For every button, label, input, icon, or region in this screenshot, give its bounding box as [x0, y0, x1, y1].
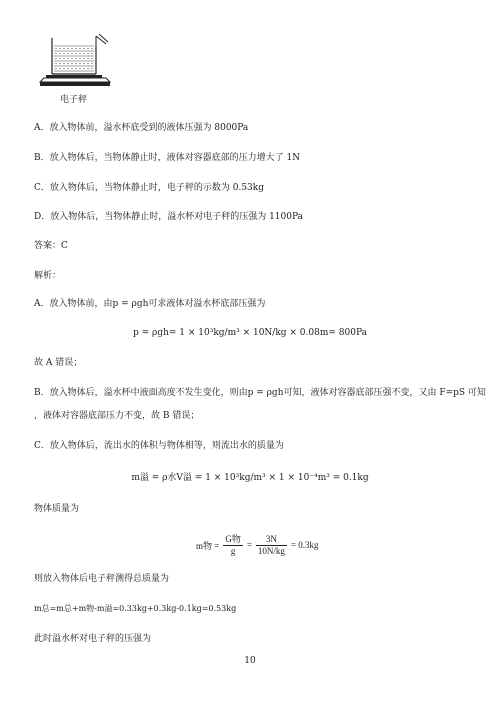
analysis-a-formula: p = ρgh= 1 × 10³kg/m³ × 10N/kg × 0.08m= 800Pa [133, 328, 367, 338]
formula2-frac1-den: g [230, 545, 236, 556]
formula2-frac1-num: G物 [225, 533, 241, 544]
total-formula: m总=m总+m物-m溢=0.33kg+0.3kg-0.1kg=0.53kg [34, 604, 237, 613]
analysis-b-line2: ，液体对容器底部压力不变，故 B 错误； [34, 411, 200, 421]
formula2-frac1 [223, 534, 243, 557]
analysis-a-text: A．放入物体前，由p = ρgh可求液体对溢水杯底部压强为 [34, 299, 266, 309]
option-b: B．放入物体后，当物体静止时，液体对容器底部的压力增大了 1N [34, 153, 301, 163]
formula2-lhs: m物 = [196, 540, 220, 551]
formula2-frac2-den: 10N/kg [257, 545, 285, 556]
analysis-c-text: C．放入物体后，流出水的体积与物体相等，则流出水的质量为 [34, 441, 284, 451]
option-a: A．放入物体前，溢水杯底受到的液体压强为 8000Pa [34, 123, 249, 133]
total-title: 则放入物体后电子秤测得总质量为 [34, 574, 170, 584]
formula2-frac2 [256, 534, 287, 557]
mass-title: 物体质量为 [34, 504, 80, 514]
formula2-rhs: = 0.3kg [290, 540, 319, 550]
option-c: C．放入物体后，当物体静止时，电子秤的示数为 0.53kg [34, 183, 265, 193]
overflow-cup-figure [30, 32, 120, 90]
page-number: 10 [244, 656, 256, 666]
figure-caption: 电子秤 [60, 94, 88, 104]
analysis-a-conclusion: 故 A 错误； [34, 358, 83, 368]
analysis-b-line1: B．放入物体后，溢水杯中液面高度不发生变化，则由p = ρgh可知，液体对容器底部压强不变，又由 F=pS 可知 [34, 388, 486, 398]
analysis-title: 解析： [34, 271, 62, 281]
analysis-c-formula2 [196, 528, 318, 562]
formula2-eq: = [246, 540, 252, 550]
option-d: D．放入物体后，当物体静止时，溢水杯对电子秤的压强为 1100Pa [34, 212, 303, 222]
answer: 答案：C [34, 241, 68, 251]
pressure-title: 此时溢水杯对电子秤的压强为 [34, 634, 152, 644]
analysis-c-formula1: m溢 = ρ水V溢 = 1 × 10³kg/m³ × 1 × 10⁻⁴m³ = 0.1kg [131, 473, 369, 483]
formula2-frac2-num: 3N [256, 534, 287, 546]
